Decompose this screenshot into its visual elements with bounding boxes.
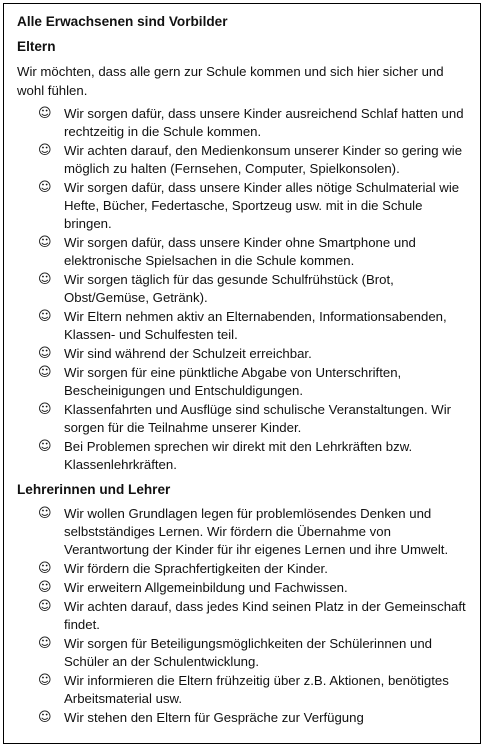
parents-list bbox=[17, 105, 468, 474]
list-item-text: Wir sorgen für eine pünktliche Abgabe von Unterschriften, Bescheinigungen und Entschuldigungen. bbox=[64, 365, 402, 398]
list-item bbox=[38, 271, 468, 307]
smiley-face-icon: ☺ bbox=[38, 143, 52, 158]
section-heading-teachers: Lehrerinnen und Lehrer bbox=[17, 482, 171, 497]
document-frame bbox=[3, 3, 481, 744]
list-item bbox=[38, 672, 468, 708]
list-item bbox=[38, 579, 468, 597]
smiley-face-icon: ☺ bbox=[38, 106, 52, 121]
list-item-text: Wir sind während der Schulzeit erreichbar. bbox=[64, 346, 312, 361]
document-title: Alle Erwachsenen sind Vorbilder bbox=[17, 14, 228, 29]
list-item-text: Wir sorgen für Beteiligungsmöglichkeiten der Schülerinnen und Schüler an der Schulentwicklung. bbox=[64, 636, 432, 669]
list-item-text: Wir sorgen dafür, dass unsere Kinder ohne Smartphone und elektronische Spielsachen in die Schule kommen. bbox=[64, 235, 416, 268]
list-item-text: Wir sorgen dafür, dass unsere Kinder alles nötige Schulmaterial wie Hefte, Bücher, Federtasche, Sportzeug usw. mit in die Schule bringen. bbox=[64, 180, 460, 231]
list-item bbox=[38, 234, 468, 270]
list-item bbox=[38, 142, 468, 178]
list-item bbox=[38, 505, 468, 559]
list-item bbox=[38, 709, 468, 727]
list-item bbox=[38, 401, 468, 437]
list-item-text: Bei Problemen sprechen wir direkt mit den Lehrkräften bzw. Klassenlehrkräften. bbox=[64, 439, 413, 472]
smiley-face-icon: ☺ bbox=[38, 402, 52, 417]
list-item bbox=[38, 560, 468, 578]
list-item bbox=[38, 105, 468, 141]
list-item-text: Wir erweitern Allgemeinbildung und Fachwissen. bbox=[64, 580, 348, 595]
list-item-text: Wir fördern die Sprachfertigkeiten der Kinder. bbox=[64, 561, 328, 576]
smiley-face-icon: ☺ bbox=[38, 309, 52, 324]
list-item bbox=[38, 635, 468, 671]
list-item-text: Wir achten darauf, dass jedes Kind seinen Platz in der Gemeinschaft findet. bbox=[64, 599, 466, 632]
smiley-face-icon: ☺ bbox=[38, 636, 52, 651]
list-item-text: Wir sorgen täglich für das gesunde Schulfrühstück (Brot, Obst/Gemüse, Getränk). bbox=[64, 272, 394, 305]
list-item-text: Klassenfahrten und Ausflüge sind schulische Veranstaltungen. Wir sorgen für die Teilnahme unserer Kinder. bbox=[64, 402, 452, 435]
list-item-text: Wir stehen den Eltern für Gespräche zur Verfügung bbox=[64, 710, 364, 725]
smiley-face-icon: ☺ bbox=[38, 710, 52, 725]
list-item bbox=[38, 438, 468, 474]
smiley-face-icon: ☺ bbox=[38, 235, 52, 250]
list-item bbox=[38, 345, 468, 363]
smiley-face-icon: ☺ bbox=[38, 506, 52, 521]
list-item-text: Wir sorgen dafür, dass unsere Kinder ausreichend Schlaf hatten und rechtzeitig in die Schule kommen. bbox=[64, 106, 464, 139]
section-heading-parents: Eltern bbox=[17, 39, 56, 54]
parents-intro: Wir möchten, dass alle gern zur Schule kommen und sich hier sicher und wohl fühlen. bbox=[17, 64, 444, 98]
list-item-text: Wir Eltern nehmen aktiv an Elternabenden, Informationsabenden, Klassen- und Schulfesten teil. bbox=[64, 309, 447, 342]
list-item-text: Wir wollen Grundlagen legen für problemlösendes Denken und selbstständiges Lernen. Wir fördern die Übernahme von Verantwortung der Kinder für ihr eigenes Lernen und ihre Umwelt. bbox=[64, 506, 449, 557]
list-item bbox=[38, 598, 468, 634]
smiley-face-icon: ☺ bbox=[38, 673, 52, 688]
list-item bbox=[38, 179, 468, 233]
smiley-face-icon: ☺ bbox=[38, 365, 52, 380]
list-item bbox=[38, 308, 468, 344]
smiley-face-icon: ☺ bbox=[38, 272, 52, 287]
smiley-face-icon: ☺ bbox=[38, 561, 52, 576]
smiley-face-icon: ☺ bbox=[38, 346, 52, 361]
smiley-face-icon: ☺ bbox=[38, 580, 52, 595]
teachers-list bbox=[17, 505, 468, 727]
smiley-face-icon: ☺ bbox=[38, 439, 52, 454]
list-item-text: Wir informieren die Eltern frühzeitig über z.B. Aktionen, benötigtes Arbeitsmaterial usw. bbox=[64, 673, 449, 706]
list-item-text: Wir achten darauf, den Medienkonsum unserer Kinder so gering wie möglich zu halten (Fernsehen, Computer, Spielkonsolen). bbox=[64, 143, 463, 176]
list-item bbox=[38, 364, 468, 400]
smiley-face-icon: ☺ bbox=[38, 599, 52, 614]
smiley-face-icon: ☺ bbox=[38, 180, 52, 195]
